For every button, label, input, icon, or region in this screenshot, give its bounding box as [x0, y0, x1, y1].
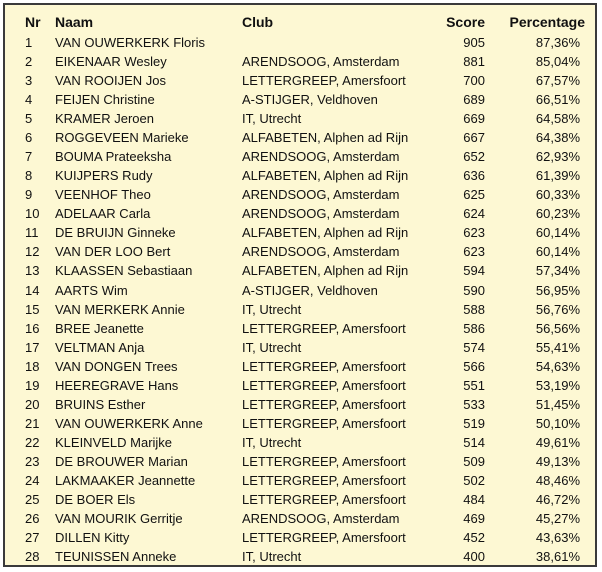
cell-club: LETTERGREEP, Amersfoort: [242, 415, 406, 431]
table-row: [5, 528, 595, 547]
cell-percentage: 60,23%: [535, 206, 580, 222]
cell-score: 594: [463, 263, 485, 279]
table-row: [5, 395, 595, 414]
cell-club: A-STIJGER, Veldhoven: [242, 282, 378, 298]
cell-score: 452: [463, 530, 485, 546]
cell-naam: VEENHOF Theo: [55, 187, 151, 203]
cell-club: ARENDSOOG, Amsterdam: [242, 187, 400, 203]
cell-nr: 16: [25, 320, 40, 336]
table-row: [5, 52, 595, 71]
table-row: [5, 128, 595, 147]
cell-percentage: 51,45%: [535, 396, 580, 412]
cell-club: LETTERGREEP, Amersfoort: [242, 396, 406, 412]
cell-percentage: 55,41%: [535, 339, 580, 355]
cell-percentage: 60,33%: [535, 187, 580, 203]
table-row: [5, 357, 595, 376]
cell-nr: 1: [25, 35, 33, 50]
table-row: [5, 376, 595, 395]
cell-nr: 4: [25, 92, 33, 108]
cell-club: LETTERGREEP, Amersfoort: [242, 491, 406, 507]
cell-nr: 12: [25, 244, 40, 260]
cell-naam: VAN DONGEN Trees: [55, 358, 178, 374]
cell-score: 881: [463, 54, 485, 70]
header-club: Club: [242, 14, 274, 30]
cell-club: LETTERGREEP, Amersfoort: [242, 73, 406, 89]
table-row: [5, 452, 595, 471]
cell-score: 514: [463, 434, 485, 450]
cell-percentage: 53,19%: [535, 377, 580, 393]
cell-nr: 27: [25, 530, 40, 546]
table-row: [5, 109, 595, 128]
cell-percentage: 49,13%: [535, 453, 580, 469]
cell-naam: DE BROUWER Marian: [55, 453, 188, 469]
cell-club: LETTERGREEP, Amersfoort: [242, 358, 406, 374]
cell-nr: 26: [25, 511, 40, 526]
cell-naam: BOUMA Prateeksha: [55, 149, 172, 165]
cell-percentage: 43,63%: [535, 530, 580, 546]
table-row: [5, 433, 595, 452]
cell-score: 519: [463, 415, 485, 431]
table-row: [5, 300, 595, 319]
table-row: [5, 471, 595, 490]
cell-nr: 18: [25, 358, 40, 374]
cell-nr: 5: [25, 111, 33, 127]
cell-club: LETTERGREEP, Amersfoort: [242, 530, 406, 546]
header-percentage: Percentage: [509, 14, 585, 30]
cell-percentage: 87,36%: [535, 35, 580, 50]
cell-club: ARENDSOOG, Amsterdam: [242, 206, 400, 222]
cell-naam: VAN DER LOO Bert: [55, 244, 171, 260]
cell-score: 588: [463, 301, 485, 317]
cell-nr: 7: [25, 149, 33, 165]
cell-naam: BREE Jeanette: [55, 320, 144, 336]
table-row: [5, 242, 595, 261]
cell-score: 667: [463, 130, 485, 146]
table-row: [5, 547, 595, 566]
table-row: [5, 33, 595, 52]
cell-club: IT, Utrecht: [242, 339, 302, 355]
table-row: [5, 166, 595, 185]
cell-club: ALFABETEN, Alphen ad Rijn: [242, 130, 409, 146]
header-score: Score: [446, 14, 485, 30]
cell-percentage: 60,14%: [535, 225, 580, 241]
cell-club: LETTERGREEP, Amersfoort: [242, 453, 406, 469]
cell-percentage: 46,72%: [535, 491, 580, 507]
cell-score: 700: [463, 73, 485, 89]
table-row: [5, 90, 595, 109]
cell-naam: TEUNISSEN Anneke: [55, 549, 177, 565]
table-row: [5, 71, 595, 90]
cell-nr: 20: [25, 396, 40, 412]
cell-percentage: 62,93%: [535, 149, 580, 165]
cell-percentage: 66,51%: [535, 92, 580, 108]
cell-score: 669: [463, 111, 485, 127]
cell-score: 590: [463, 282, 485, 298]
cell-percentage: 49,61%: [535, 434, 580, 450]
cell-percentage: 67,57%: [535, 73, 580, 89]
cell-naam: DE BOER Els: [55, 491, 136, 507]
cell-nr: 8: [25, 168, 33, 184]
table-row: [5, 204, 595, 223]
cell-club: IT, Utrecht: [242, 549, 302, 565]
table-row: [5, 185, 595, 204]
cell-nr: 3: [25, 73, 33, 89]
cell-naam: VAN OUWERKERK Anne: [55, 415, 203, 431]
cell-nr: 22: [25, 434, 40, 450]
cell-naam: VAN MOURIK Gerritje: [55, 511, 183, 526]
cell-club: LETTERGREEP, Amersfoort: [242, 320, 406, 336]
table-row: [5, 509, 595, 528]
cell-score: 623: [463, 244, 485, 260]
cell-score: 689: [463, 92, 485, 108]
cell-nr: 13: [25, 263, 40, 279]
cell-score: 625: [463, 187, 485, 203]
cell-club: LETTERGREEP, Amersfoort: [242, 377, 406, 393]
cell-naam: LAKMAAKER Jeannette: [55, 472, 196, 488]
cell-score: 551: [463, 377, 485, 393]
cell-club: LETTERGREEP, Amersfoort: [242, 472, 406, 488]
header-nr: Nr: [25, 14, 41, 30]
cell-percentage: 56,56%: [535, 320, 580, 336]
cell-nr: 9: [25, 187, 33, 203]
cell-score: 566: [463, 358, 485, 374]
table-row: [5, 414, 595, 433]
cell-nr: 19: [25, 377, 40, 393]
cell-score: 469: [463, 511, 485, 526]
cell-percentage: 54,63%: [535, 358, 580, 374]
cell-nr: 14: [25, 282, 40, 298]
cell-percentage: 61,39%: [535, 168, 580, 184]
cell-score: 624: [463, 206, 485, 222]
cell-score: 400: [463, 549, 485, 565]
cell-nr: 11: [25, 225, 39, 241]
cell-nr: 24: [25, 472, 40, 488]
cell-nr: 28: [25, 549, 40, 565]
cell-nr: 25: [25, 491, 40, 507]
cell-club: ALFABETEN, Alphen ad Rijn: [242, 263, 409, 279]
cell-score: 905: [463, 35, 485, 50]
cell-percentage: 48,46%: [535, 472, 580, 488]
results-table: [3, 3, 597, 567]
cell-club: ARENDSOOG, Amsterdam: [242, 511, 400, 526]
cell-naam: DE BRUIJN Ginneke: [55, 225, 176, 241]
cell-percentage: 57,34%: [535, 263, 580, 279]
cell-naam: EIKENAAR Wesley: [55, 54, 167, 70]
cell-naam: VELTMAN Anja: [55, 339, 145, 355]
cell-club: ALFABETEN, Alphen ad Rijn: [242, 168, 409, 184]
table-row: [5, 147, 595, 166]
cell-club: A-STIJGER, Veldhoven: [242, 92, 378, 108]
cell-score: 502: [463, 472, 485, 488]
cell-percentage: 45,27%: [535, 511, 580, 526]
cell-score: 484: [463, 491, 485, 507]
cell-club: ALFABETEN, Alphen ad Rijn: [242, 225, 409, 241]
cell-naam: VAN ROOIJEN Jos: [55, 73, 167, 89]
cell-nr: 23: [25, 453, 40, 469]
cell-percentage: 56,95%: [535, 282, 580, 298]
cell-naam: ROGGEVEEN Marieke: [55, 130, 189, 146]
cell-club: IT, Utrecht: [242, 434, 302, 450]
table-row: [5, 261, 595, 280]
cell-naam: KRAMER Jeroen: [55, 111, 154, 127]
cell-naam: FEIJEN Christine: [55, 92, 155, 108]
cell-percentage: 64,58%: [535, 111, 580, 127]
cell-percentage: 60,14%: [535, 244, 580, 260]
cell-score: 574: [463, 339, 485, 355]
cell-naam: AARTS Wim: [55, 282, 128, 298]
cell-nr: 2: [25, 54, 33, 70]
cell-club: IT, Utrecht: [242, 111, 302, 127]
cell-score: 509: [463, 453, 485, 469]
cell-naam: KUIJPERS Rudy: [55, 168, 153, 184]
cell-percentage: 50,10%: [535, 415, 580, 431]
cell-percentage: 38,61%: [535, 549, 580, 565]
table-row: [5, 223, 595, 242]
cell-naam: BRUINS Esther: [55, 396, 146, 412]
table-row: [5, 338, 595, 357]
cell-score: 533: [463, 396, 485, 412]
cell-percentage: 56,76%: [535, 301, 580, 317]
cell-score: 623: [463, 225, 485, 241]
cell-score: 636: [463, 168, 485, 184]
cell-naam: KLAASSEN Sebastiaan: [55, 263, 193, 279]
cell-score: 652: [463, 149, 485, 165]
cell-nr: 21: [25, 415, 40, 431]
cell-club: ARENDSOOG, Amsterdam: [242, 149, 400, 165]
cell-naam: DILLEN Kitty: [55, 530, 130, 546]
cell-club: ARENDSOOG, Amsterdam: [242, 54, 400, 70]
cell-nr: 6: [25, 130, 33, 146]
cell-nr: 15: [25, 301, 40, 317]
cell-naam: VAN OUWERKERK Floris: [55, 35, 205, 50]
cell-percentage: 64,38%: [535, 130, 580, 146]
cell-naam: HEEREGRAVE Hans: [55, 377, 179, 393]
cell-score: 586: [463, 320, 485, 336]
header-naam: Naam: [55, 14, 94, 30]
table-row: [5, 490, 595, 509]
cell-naam: KLEINVELD Marijke: [55, 434, 173, 450]
cell-percentage: 85,04%: [535, 54, 580, 70]
cell-nr: 10: [25, 206, 40, 222]
cell-naam: ADELAAR Carla: [55, 206, 151, 222]
cell-club: ARENDSOOG, Amsterdam: [242, 244, 400, 260]
table-row: [5, 319, 595, 338]
table-header: [5, 13, 595, 32]
cell-club: IT, Utrecht: [242, 301, 302, 317]
cell-naam: VAN MERKERK Annie: [55, 301, 185, 317]
cell-nr: 17: [25, 339, 40, 355]
table-row: [5, 281, 595, 300]
